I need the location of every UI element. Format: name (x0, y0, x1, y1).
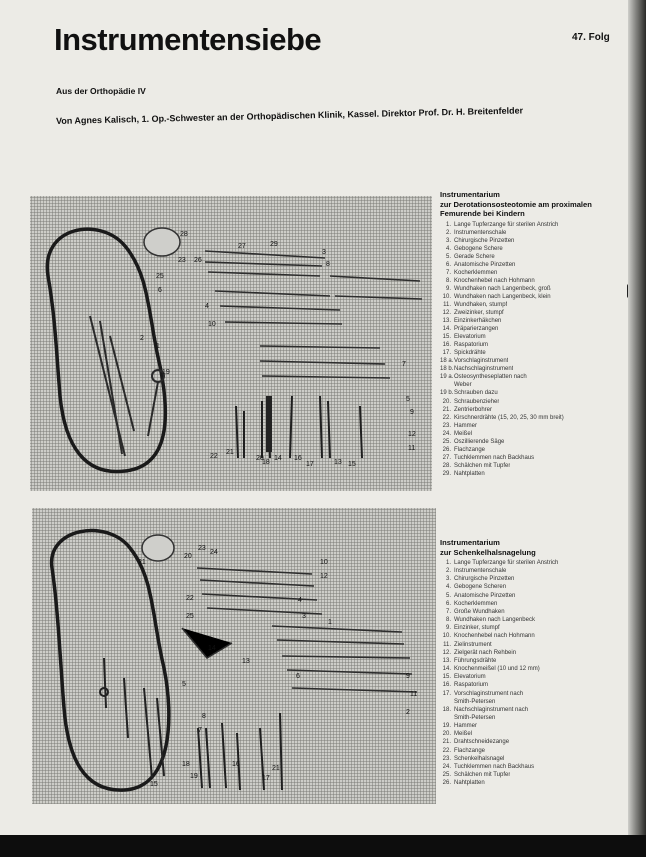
inventory-heading: zur Derotationsosteotomie am proximalen (440, 199, 592, 209)
inventory-heading: Instrumentarium (440, 190, 500, 199)
item-text: Nachschlaginstrument (454, 366, 514, 373)
item-text: Instrumentenschale (454, 229, 507, 236)
item-number: 25. (442, 438, 451, 445)
callout-label: 9 (406, 673, 410, 680)
photo-2-drawing (32, 508, 436, 804)
item-text: Einzinkerhäkchen (454, 318, 502, 325)
item-number: 5. (445, 253, 451, 260)
item-text: Smith-Petersen (454, 714, 496, 721)
instrument-list-item (440, 237, 630, 245)
callout-label: 20 (184, 553, 192, 560)
item-number: 26. (442, 446, 451, 453)
instrument-list-item (440, 714, 630, 722)
instrument-list-item (440, 253, 630, 261)
item-text: Anatomische Pinzetten (454, 261, 516, 268)
item-text: Flachzange (454, 446, 486, 453)
callout-label: 21 (138, 559, 146, 566)
item-text: Gerade Schere (454, 253, 495, 260)
instrument-list-item (440, 261, 630, 269)
item-number: 24. (442, 763, 451, 770)
instrument-list-item (440, 285, 630, 293)
item-text: Schrauben dazu (454, 390, 498, 397)
item-text: Große Wundhaken (454, 608, 505, 615)
item-text: Kirschnerdrähte (15, 20, 25, 30 mm breit) (454, 414, 564, 421)
item-text: Zielinstrument (454, 641, 492, 648)
instrument-list-item (440, 301, 630, 309)
callout-label: 16 (294, 455, 302, 462)
item-text: Wundhaken, stumpf (454, 301, 508, 308)
instrument-list-item (440, 779, 630, 787)
instrument-list-item (440, 575, 630, 583)
item-number: 1. (445, 221, 451, 228)
item-number: 17. (442, 350, 451, 357)
item-number: 2. (445, 229, 451, 236)
callout-label: 2 (140, 335, 144, 342)
item-number: 23. (442, 422, 451, 429)
item-number: 4. (445, 584, 451, 591)
instrument-list-item (440, 657, 630, 665)
callout-label: 6 (158, 287, 162, 294)
callout-label: 13 (242, 658, 250, 665)
item-number: 26. (442, 780, 451, 787)
item-number: 29. (442, 470, 451, 477)
photo-1-drawing (30, 196, 432, 491)
callout-label: 15 (150, 781, 158, 788)
item-number: 24. (442, 430, 451, 437)
item-text: Kocherklemmen (454, 600, 498, 607)
instrument-group-left (100, 658, 164, 778)
instrument-list-item (440, 698, 630, 706)
instrument-list-item (440, 730, 630, 738)
callout-label: 18 (182, 761, 190, 768)
item-text: Vorschlaginstrument nach (454, 690, 524, 697)
item-text: Chirurgische Pinzetten (454, 237, 515, 244)
callout-label: 12 (408, 431, 416, 438)
item-number: 14. (442, 326, 451, 333)
instrument-list-item (440, 454, 630, 462)
item-number: 12. (442, 310, 451, 317)
item-number: 10. (442, 293, 451, 300)
item-number: 3. (445, 576, 451, 583)
item-text: Gebogene Scheren (454, 584, 507, 591)
instrument-list-item (440, 559, 630, 567)
item-number: 27. (442, 454, 451, 461)
callout-label: 22 (186, 595, 194, 602)
callout-label: 14 (274, 455, 282, 462)
item-text: Tuchklemmen nach Backhaus (454, 454, 535, 461)
item-text: Knochenhebel nach Hohmann (454, 633, 535, 640)
item-text: Lange Tupferzange für sterilen Anstrich (454, 221, 559, 228)
instrument-list-item (440, 293, 630, 301)
bowl (144, 228, 180, 256)
callout-label: 25 (186, 613, 194, 620)
item-number: 11. (443, 641, 451, 648)
item-text: Hammer (454, 422, 478, 429)
callout-label: 3 (302, 613, 306, 620)
callout-label: 11 (408, 445, 416, 452)
callout-label: 1 (328, 619, 332, 626)
item-text: Raspatorium (454, 342, 489, 349)
item-number (440, 714, 454, 722)
instrument-list-item (440, 406, 630, 414)
instrument-list-item (440, 398, 630, 406)
callout-label: 15 (348, 461, 356, 468)
item-text: Schenkelhalsnagel (454, 755, 505, 762)
callout-label: 12 (320, 573, 328, 580)
instrument-list-item (440, 430, 630, 438)
item-text: Flachzange (454, 747, 486, 754)
instrument-list-item (440, 333, 630, 341)
instrument-list-item (440, 341, 630, 349)
item-text: Lange Tupferzange für sterilen Anstrich (454, 560, 559, 566)
callout-label: 19 (190, 773, 198, 780)
item-text: Kocherklemmen (454, 269, 498, 276)
instrument-list-item (440, 381, 630, 389)
callout-label: 8 (202, 713, 206, 720)
callout-label: 22 (210, 453, 218, 460)
item-number: 13. (442, 318, 451, 325)
instrument-list-item (440, 438, 630, 446)
item-number: 1. (445, 560, 451, 566)
item-number: 19 a. (440, 374, 454, 381)
instrument-list-item (440, 722, 630, 730)
instrument-list-item (440, 357, 630, 365)
instrument-list-item (440, 592, 630, 600)
inventory-heading: zur Schenkelhalsnagelung (440, 547, 536, 557)
callout-label: 4 (205, 303, 209, 310)
bowl (142, 535, 174, 561)
item-number: 20. (442, 731, 451, 738)
instrument-list-item (440, 317, 630, 325)
inventory-list-1 (440, 190, 630, 478)
instrument-list-item (440, 706, 630, 714)
item-number: 19. (442, 723, 451, 730)
item-number: 9. (445, 625, 451, 632)
instrument-list-item (440, 641, 630, 649)
item-number: 17. (442, 690, 451, 697)
callout-label: 7 (402, 361, 406, 368)
callout-label: 28 (180, 231, 188, 238)
instrument-list-item (440, 373, 630, 381)
item-text: Meißel (454, 430, 473, 437)
instrument-list-item (440, 690, 630, 698)
callout-label: 5 (406, 396, 410, 403)
item-text: Elevatorium (454, 334, 486, 341)
item-number: 4. (445, 245, 451, 252)
inventory-heading: Femurende bei Kindern (440, 209, 525, 218)
item-number: 21. (442, 739, 451, 746)
callout-label: 29 (270, 241, 278, 248)
instrument-list-item (440, 269, 630, 277)
instrument-list-item (440, 771, 630, 779)
item-text: Spickdrähte (454, 350, 486, 357)
instrument-list (440, 559, 630, 787)
instrument-list-item (440, 583, 630, 591)
item-text: Vorschlaginstrument (454, 358, 509, 365)
item-number: 7. (445, 608, 451, 615)
callout-label: 24 (210, 549, 218, 556)
item-text: Wundhaken nach Langenbeck, klein (454, 293, 551, 300)
item-number: 3. (445, 237, 451, 244)
item-number (440, 381, 454, 389)
department-line: Aus der Orthopädie IV (56, 86, 146, 96)
item-text: Instrumentenschale (454, 568, 507, 575)
instrument-list-item (440, 221, 630, 229)
callout-label: 21 (226, 449, 234, 456)
instrument-list-item (440, 624, 630, 632)
callout-label: 5 (182, 681, 186, 688)
item-number: 18. (442, 706, 451, 713)
instrument-list-item (440, 446, 630, 454)
instrument-rack (205, 251, 422, 378)
instrument-list-item (440, 681, 630, 689)
callout-label: 13 (334, 459, 342, 466)
callout-label: 11 (410, 691, 418, 698)
instrument-list-item (440, 632, 630, 640)
instrument-list-item (440, 673, 630, 681)
item-text: Raspatorium (454, 682, 489, 689)
instrument-list-item (440, 738, 630, 746)
item-number: 23. (442, 755, 451, 762)
callout-label: 19 (162, 369, 170, 376)
item-text: Knochenmeißel (10 und 12 mm) (454, 666, 540, 673)
instrument-list-item (440, 649, 630, 657)
item-text: Wundhaken nach Langenbeck, groß (454, 285, 551, 292)
item-number: 28. (442, 462, 451, 469)
item-number: 8. (445, 617, 451, 624)
item-number: 13. (442, 657, 451, 664)
item-text: Weber (454, 382, 472, 389)
photo-2-callouts (138, 545, 417, 788)
instrument-list-item (440, 365, 630, 373)
callout-label: 17 (262, 775, 270, 782)
callout-label: 4 (298, 597, 302, 604)
item-text: Nahtplatten (454, 470, 485, 477)
callout-label: 16 (232, 761, 240, 768)
instrument-list-item (440, 616, 630, 624)
callout-label: 23 (178, 257, 186, 264)
callout-label: 14 (208, 645, 216, 652)
instrument-list-item (440, 309, 630, 317)
item-text: Nachschlaginstrument nach (454, 706, 529, 713)
photo-1-callouts (140, 231, 416, 468)
callout-label: 6 (296, 673, 300, 680)
item-text: Führungsdrähte (454, 657, 497, 664)
item-text: Smith-Petersen (454, 698, 496, 705)
author-byline: Von Agnes Kalisch, 1. Op.-Schwester an der Orthopädischen Klinik, Kassel. Direktor Prof. Dr. H. Breitenfelder (55, 105, 524, 126)
instrument-list-item (440, 665, 630, 673)
item-number: 20. (442, 398, 451, 405)
item-number: 15. (442, 334, 451, 341)
callout-label: 10 (208, 321, 216, 328)
scan-bottom-edge (0, 835, 646, 857)
instrument-list-item (440, 229, 630, 237)
item-number: 19 b. (440, 390, 454, 397)
callout-label: 23 (198, 545, 206, 552)
instrument-list-item (440, 277, 630, 285)
item-number: 2. (445, 568, 451, 575)
callout-label: 26 (194, 257, 202, 264)
item-number: 18 a. (440, 358, 454, 365)
item-number: 16. (442, 682, 451, 689)
item-text: Zweizinker, stumpf (454, 310, 504, 317)
item-number: 14. (442, 666, 451, 673)
callout-label: 3 (322, 249, 326, 256)
instrument-tray-photo-1 (30, 196, 432, 491)
instrument-list-item (440, 755, 630, 763)
item-number: 9. (445, 285, 451, 292)
item-number: 5. (445, 592, 451, 599)
tubing-loop (52, 531, 169, 791)
instrument-list-item (440, 747, 630, 755)
instrument-list (440, 221, 630, 479)
instrument-list-item (440, 567, 630, 575)
item-number: 6. (445, 600, 451, 607)
inventory-heading: Instrumentarium (440, 538, 500, 547)
item-number: 22. (442, 414, 451, 421)
callout-label: 2 (406, 709, 410, 716)
item-text: Schraubenzieher (454, 398, 500, 405)
item-text: Chirurgische Pinzetten (454, 576, 515, 583)
instrument-tray-photo-2 (32, 508, 436, 804)
item-number: 7. (445, 269, 451, 276)
item-number: 15. (442, 674, 451, 681)
item-text: Zielgerät nach Rehbein (454, 649, 517, 656)
callout-label: 21 (272, 765, 280, 772)
item-number: 6. (445, 261, 451, 268)
item-text: Schälchen mit Tupfer (454, 462, 511, 469)
instrument-list-item (440, 470, 630, 478)
item-text: Osteosyntheseplatten nach (454, 374, 527, 381)
instrument-list-item (440, 414, 630, 422)
item-text: Hammer (454, 723, 478, 730)
item-number: 12. (442, 649, 451, 656)
item-text: Oszillierende Säge (454, 438, 505, 445)
item-text: Drahtschneidezange (454, 739, 510, 746)
item-text: Wundhaken nach Langenbeck (454, 617, 535, 624)
callout-label: 20 (256, 455, 264, 462)
item-text: Nahtplatten (454, 780, 485, 787)
instrument-list-item (440, 763, 630, 771)
item-text: Elevatorium (454, 674, 486, 681)
item-text: Knochenhebel nach Hohmann (454, 277, 535, 284)
vertical-instruments (236, 396, 362, 458)
callout-label: 9 (410, 409, 414, 416)
callout-label: 18 (262, 459, 270, 466)
item-text: Gebogene Schere (454, 245, 503, 252)
callout-label: 17 (306, 461, 314, 468)
item-text: Zentrierbohrer (454, 406, 493, 413)
item-number (440, 698, 454, 706)
item-text: Meißel (454, 731, 473, 738)
instrument-list-item (440, 600, 630, 608)
callout-label: 27 (238, 243, 246, 250)
item-text: Präparierzangen (454, 326, 499, 333)
page-spine-shadow (628, 0, 646, 857)
callout-label: 10 (320, 559, 328, 566)
page-title: Instrumentensiebe (54, 22, 322, 57)
instrument-list-item (440, 389, 630, 397)
series-number: 47. Folg (572, 32, 610, 43)
instrument-list-item (440, 608, 630, 616)
item-number: 11. (443, 301, 451, 308)
instrument-list-item (440, 349, 630, 357)
item-number: 18 b. (440, 366, 454, 373)
item-number: 25. (442, 772, 451, 779)
instrument-list-item (440, 422, 630, 430)
item-number: 21. (442, 406, 451, 413)
item-number: 8. (445, 277, 451, 284)
item-number: 10. (442, 633, 451, 640)
inventory-list-2 (440, 538, 630, 787)
item-text: Einzinker, stumpf (454, 625, 500, 632)
instrument-list-item (440, 462, 630, 470)
callout-label: 8 (326, 261, 330, 268)
item-number: 22. (442, 747, 451, 754)
item-text: Tuchklemmen nach Backhaus (454, 763, 535, 770)
item-number: 16. (442, 342, 451, 349)
callout-label: 1 (156, 343, 160, 350)
item-text: Schälchen mit Tupfer (454, 772, 511, 779)
callout-label: 7 (198, 727, 202, 734)
instrument-list-item (440, 325, 630, 333)
callout-label: 25 (156, 273, 164, 280)
instrument-list-item (440, 245, 630, 253)
item-text: Anatomische Pinzetten (454, 592, 516, 599)
